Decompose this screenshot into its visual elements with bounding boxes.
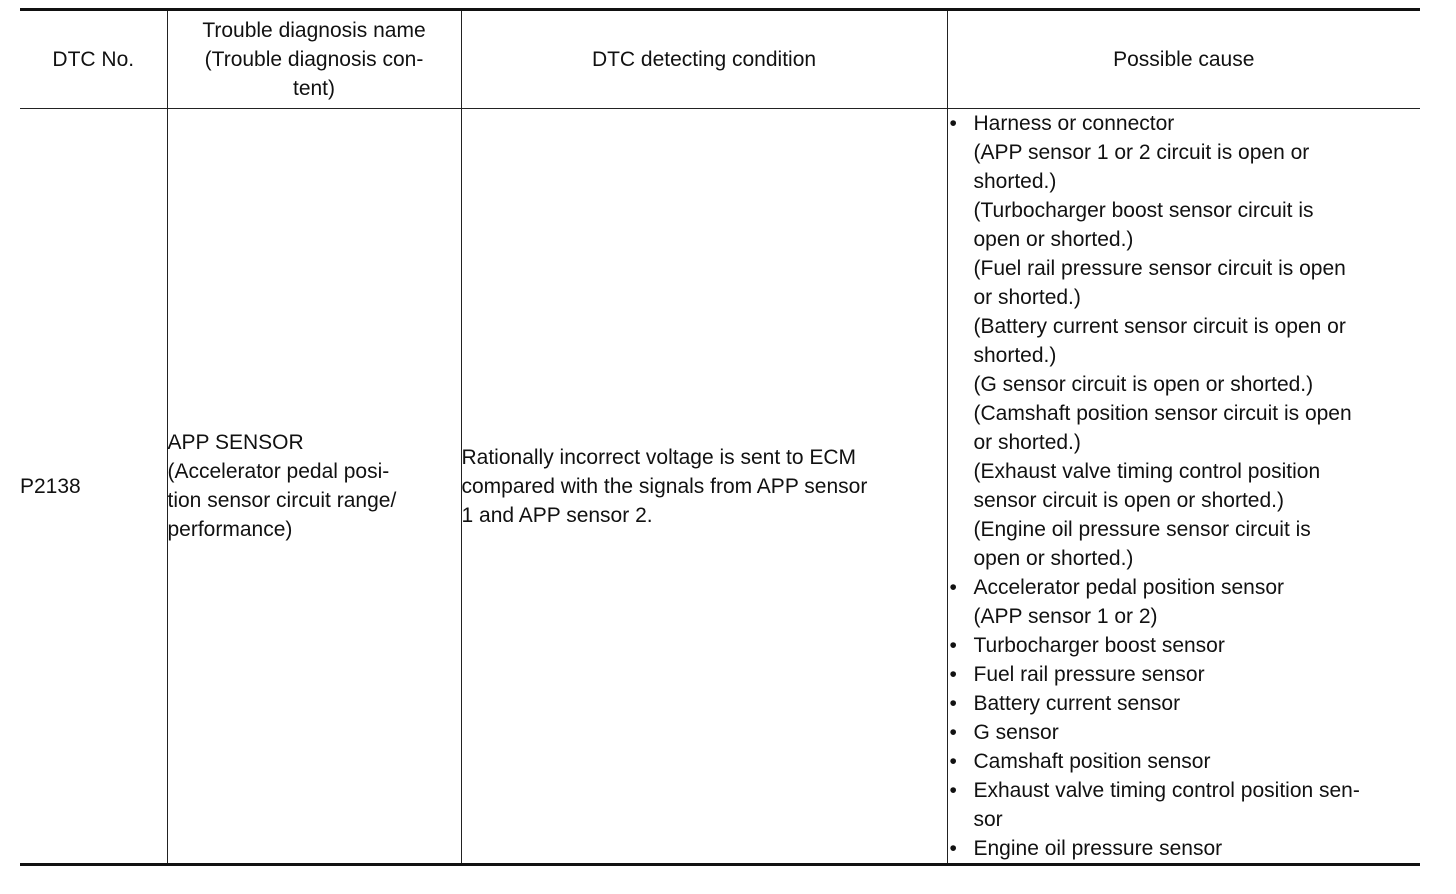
bullet-icon: • [949, 750, 957, 773]
diagnosis-name-line: tion sensor circuit range/ [167, 489, 397, 512]
dtc-number-cell [20, 109, 167, 865]
bullet-icon: • [949, 112, 957, 135]
dtc-number: P2138 [20, 474, 81, 498]
cause-line: sor [973, 808, 1003, 831]
diagnosis-name-line: APP SENSOR [167, 431, 304, 454]
list-item [948, 747, 1421, 776]
condition-line: 1 and APP sensor 2. [461, 503, 653, 527]
bullet-icon: • [949, 634, 957, 657]
cause-line: shorted.) [973, 170, 1057, 193]
cause-line: (Fuel rail pressure sensor circuit is open [973, 257, 1346, 280]
cause-line: Engine oil pressure sensor [973, 837, 1223, 860]
header-dtc-detecting-condition: DTC detecting condition [461, 10, 947, 109]
cause-line: shorted.) [973, 344, 1057, 367]
bullet-icon: • [949, 576, 957, 599]
cause-line: (Exhaust valve timing control position [973, 460, 1321, 483]
cause-line: Accelerator pedal position sensor [973, 576, 1285, 599]
list-item [948, 573, 1421, 631]
condition-line: Rationally incorrect voltage is sent to ECM [461, 445, 856, 469]
list-item [948, 109, 1421, 573]
cause-line: open or shorted.) [973, 228, 1134, 251]
cause-line: Fuel rail pressure sensor [973, 663, 1205, 686]
cause-line: or shorted.) [973, 286, 1081, 309]
bullet-icon: • [949, 721, 957, 744]
cause-line: Exhaust valve timing control position sen- [973, 779, 1360, 802]
list-item [948, 660, 1421, 689]
cause-line: Battery current sensor [973, 692, 1181, 715]
trouble-diagnosis-name-cell [167, 109, 461, 865]
bullet-icon: • [949, 779, 957, 802]
list-item [948, 631, 1421, 660]
cause-line: (Turbocharger boost sensor circuit is [973, 199, 1314, 222]
cause-line: (G sensor circuit is open or shorted.) [973, 373, 1314, 396]
table-header-row [20, 10, 1420, 109]
bullet-icon: • [949, 837, 957, 860]
cause-line: open or shorted.) [973, 547, 1134, 570]
header-name-line: (Trouble diagnosis con- [204, 48, 424, 71]
diagnosis-name-line: performance) [167, 518, 293, 541]
header-trouble-diagnosis-name [167, 10, 461, 109]
cause-line: Harness or connector [973, 112, 1175, 135]
dtc-table [20, 8, 1420, 866]
cause-line: (APP sensor 1 or 2) [973, 605, 1158, 628]
list-item [948, 718, 1421, 747]
possible-cause-cell [947, 109, 1420, 865]
cause-line: sensor circuit is open or shorted.) [973, 489, 1284, 512]
list-item [948, 689, 1421, 718]
cause-line: (Camshaft position sensor circuit is open [973, 402, 1352, 425]
bullet-icon: • [949, 692, 957, 715]
cause-line: (APP sensor 1 or 2 circuit is open or [973, 141, 1310, 164]
cause-line: Camshaft position sensor [973, 750, 1211, 773]
diagnosis-name-line: (Accelerator pedal posi- [167, 460, 390, 483]
header-name-line: tent) [292, 77, 336, 100]
cause-line: or shorted.) [973, 431, 1081, 454]
table-row [20, 109, 1420, 865]
cause-line: (Engine oil pressure sensor circuit is [973, 518, 1311, 541]
cause-line: G sensor [973, 721, 1059, 744]
detecting-condition-cell [461, 109, 947, 865]
possible-cause-list [948, 109, 1421, 863]
header-possible-cause: Possible cause [947, 10, 1420, 109]
header-name-line: Trouble diagnosis name [202, 19, 426, 42]
list-item [948, 776, 1421, 834]
list-item [948, 834, 1421, 863]
cause-line: (Battery current sensor circuit is open or [973, 315, 1346, 338]
condition-line: compared with the signals from APP sensor [461, 474, 868, 498]
header-dtc-no: DTC No. [20, 10, 167, 109]
cause-line: Turbocharger boost sensor [973, 634, 1225, 657]
bullet-icon: • [949, 663, 957, 686]
